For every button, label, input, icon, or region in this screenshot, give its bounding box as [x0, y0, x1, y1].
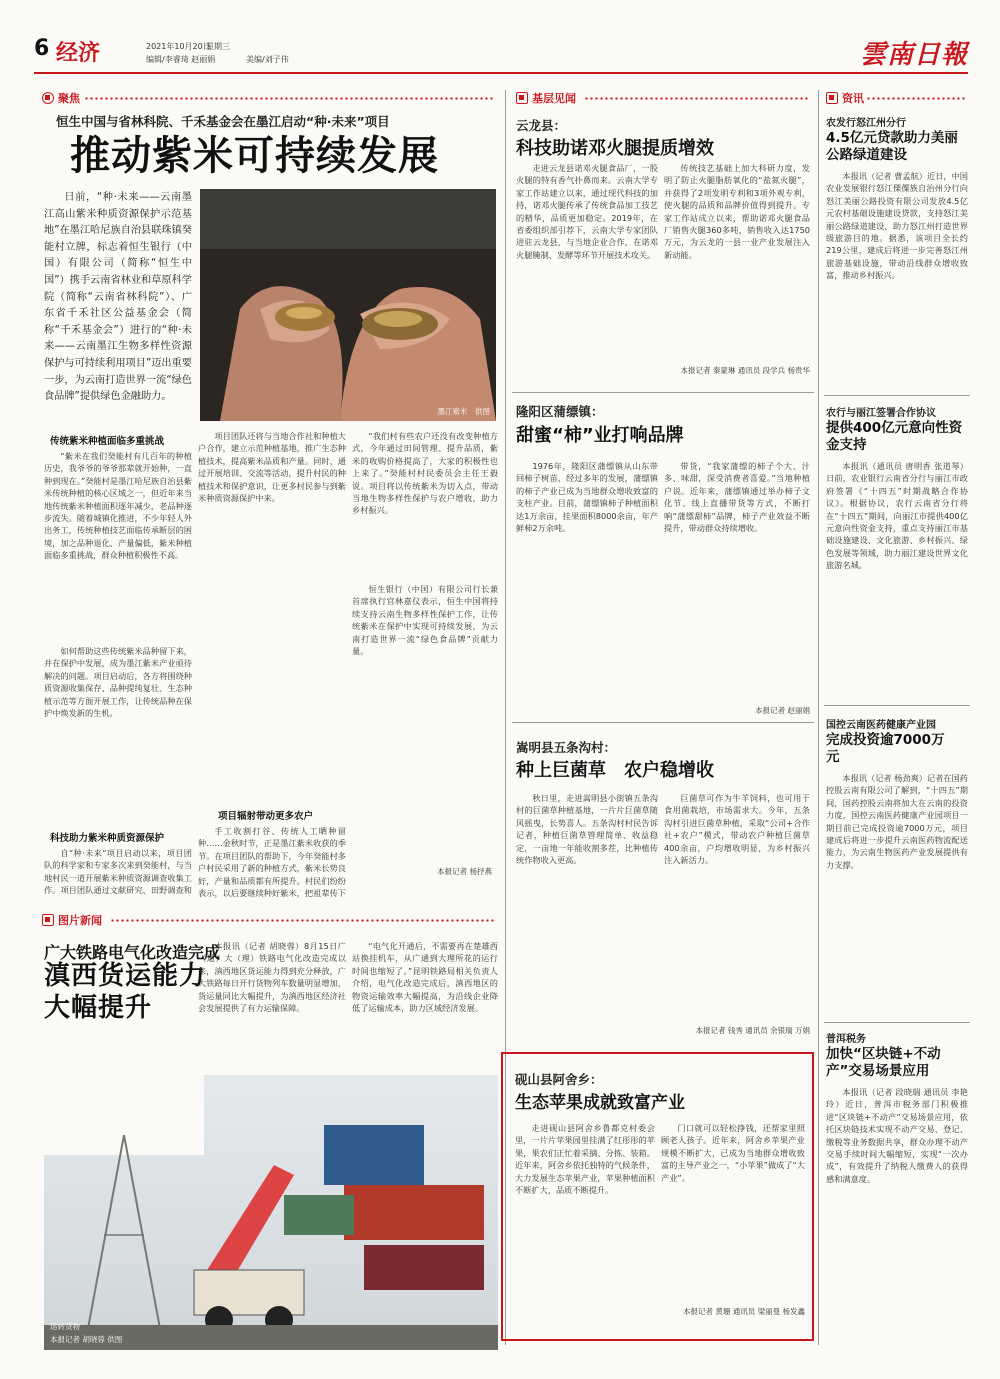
focus-headline: 推动紫米可持续发展	[70, 133, 439, 179]
story-2-byline: 本报记者 赵丽娟	[755, 706, 810, 715]
story-4-box	[501, 1052, 814, 1341]
page-number: 6	[34, 36, 50, 61]
focus-col-2: 自“种·未来”项目启动以来，项目团队的科学家和专家多次来到癸能村，与当地村民一道开展紫米种质资源调查收集工作。项目团队通过文献研究、田野调查和	[44, 848, 192, 896]
photo-news-headline-3: 大幅提升	[44, 993, 153, 1023]
section-name: 经济	[56, 41, 101, 66]
story-2-rule	[512, 722, 814, 723]
photo-news-icon	[42, 914, 54, 926]
focus-col-3: 项目团队还将与当地合作社和种植大户合作，建立示范种植基地，推广生态种植技术，提高紫米品质和产量。同时，通过开展培训、交流等活动，提升村民的种植技术和保护意识，让更多村民参与到紫米种质资源保护中来。	[198, 431, 346, 504]
brief-2-kicker: 农行与丽江签署合作协议	[826, 408, 936, 419]
brief-2-rule	[824, 705, 970, 706]
focus-eye-icon	[42, 92, 54, 104]
hands-with-rice-illustration	[200, 189, 496, 421]
photo-news-col-1: 本报讯（记者 胡晓蓉）8月15日广（通）大（理）铁路电气化改造完成以来，滇西地区货运能力得到充分释放，广大铁路每日开行货物列车数量明显增加，货运量同比大幅提升，为滇西地区经济社会发展提供了有力运输保障。	[198, 941, 346, 1014]
focus-subhead-1: 传统紫米种植面临多重挑战	[50, 436, 165, 447]
brief-4-body: 本报讯（记者 段晓瑞 通讯员 李艳玲）近日，普洱市税务部门积极推进“区块链+不动产”交易场景应用，依托区块链技术实现不动产交易、登记、缴税等业务数据共享，群众办理不动产交易手续时间大幅缩短，实现“一次办成”，有效提升了纳税人缴费人的获得感和满意度。	[826, 1087, 968, 1184]
story-4-col-1: 走进砚山县阿舍乡鲁都克村委会里，一片片苹果园里挂满了红彤彤的苹果，果农们正忙着采摘、分拣、装箱。近年来，阿舍乡依托独特的气候条件，大力发展生态苹果产业，苹果种植面积不断扩大，品质不断提升。	[515, 1123, 655, 1196]
focus-col-1b: 如何帮助这些传统紫米品种留下来，并在保护中发展，成为墨江紫米产业亟待解决的问题。项目启动后，各方将围绕种质资源收集保存、品种提纯复壮、生态种植示范等方面开展工作，让传统品种在保护中焕发新的生机。	[44, 646, 192, 719]
section-label-photo-news: 图片新闻	[42, 912, 102, 928]
story-3-byline: 本报记者 钱秀 通讯员 余银瑞 万娟	[695, 1026, 810, 1035]
photo-news-headline-1: 广大铁路电气化改造完成	[44, 943, 221, 962]
briefs-icon	[826, 92, 838, 104]
focus-col-6: 恒生银行（中国）有限公司行长兼首席执行官林嘉仪表示，恒生中国将持续支持云南生物多样性保护工作，让传统紫米在保护中实现可持续发展，为云南打造世界一流“绿色食品牌”贡献力量。	[352, 584, 498, 657]
story-2-col-2: 带货，“我家蒲缥的柿子个大、汁多、味甜，深受消费者喜爱。”当地种植户说。近年来，蒲缥镇通过举办柿子文化节、线上直播带货等方式，不断打响“蒲缥甜柿”品牌，柿子产业效益不断提升，带动群众持续增收。	[664, 461, 810, 534]
issue-weekday: 星期三	[206, 42, 230, 51]
story-1-col-1: 走进云龙县诺邓火腿食品厂，一股火腿的特有香气扑鼻而来。云南大学专家工作站建立以来，通过现代科技的加持，诺邓火腿传承了传统食品加工技艺的精华，品质更加稳定。2019年，在省委组织部引荐下，云南大学专家团队进驻云龙县，与当地企业合作，在诺邓火腿腌制、发酵等环节开展技术攻关。	[516, 163, 658, 260]
story-3-col-2: 巨菌草可作为牛羊饲料，也可用于食用菌栽培，市场需求大。今年，五条沟村引进巨菌草种植，采取“公司+合作社+农户”模式，带动农户种植巨菌草400余亩，户均增收明显，为乡村振兴注入新活力。	[664, 793, 810, 866]
story-4-headline: 生态苹果成就致富产业	[515, 1093, 685, 1113]
focus-byline: 本报记者 杨抒燕	[437, 867, 492, 876]
grassroots-dotted-rule	[584, 97, 810, 100]
story-1-byline: 本报记者 秦蒙琳 通讯员 段学兵 杨贵华	[680, 366, 810, 375]
focus-subhead-2: 科技助力紫米种质资源保护	[50, 833, 165, 844]
brief-3-headline: 完成投资逾7000万元	[826, 732, 945, 765]
section-label-grassroots: 基层见闻	[516, 90, 576, 106]
grassroots-icon	[516, 92, 528, 104]
focus-col-1: “紫米在我们癸能村有几百年的种植历史，我爷爷的爷爷那辈就开始种，一直种到现在。”癸能村是墨江哈尼族自治县紫米传统种植的核心区域之一，但近年来当地传统紫米种植面积逐年减少，老品种逐步流失。随着城镇化推进，不少年轻人外出务工，传统种植技艺面临传承断层的困境，加之品种退化、产量偏低，紫米种植面临多重挑战，群众种植积极性不高。	[44, 451, 192, 561]
photo-news-dotted-rule	[110, 919, 494, 922]
freight-yard-photo	[44, 1035, 498, 1350]
purple-rice-photo	[200, 189, 496, 421]
story-4-col-2: 门口就可以轻松挣钱，还帮家里照顾老人孩子。近年来，阿舍乡苹果产业规模不断扩大，已成为当地群众增收致富的主导产业之一，“小苹果”做成了“大产业”。	[661, 1123, 805, 1183]
photo-news-col-2: “电气化开通后，不需要再在楚雄西站换挂机车，从广通到大理所花的运行时间也缩短了。”昆明铁路局相关负责人介绍，电气化改造完成后，滇西地区的物资运输效率大幅提高，为沿线企业降低了运输成本，助力区域经济发展。	[352, 941, 498, 1014]
focus-subhead-3: 项目辐射带动更多农户	[218, 811, 314, 822]
brief-3-body: 本报讯（记者 杨劲爽）记者在国药控股云南有限公司了解到，“十四五”期间，国药控股云南将加大在云南的投资力度，国控云南医药健康产业园项目一期目前已完成投资逾7000万元，项目建成后将进一步提升云南医药物流配送能力，为云南生物医药产业发展提供有力支撑。	[826, 773, 968, 870]
focus-col-4: 手工收割打谷、传统人工晒种留种……金秋时节，正是墨江紫米收获的季节。在项目团队的帮助下，今年癸能村多户村民采用了新的种植方式，紫米长势良好，产量和品质都有所提升。村民们纷纷表示，以后要继续种好紫米，把祖辈传下	[198, 826, 346, 899]
freight-photo-caption: 本报记者 胡晓蓉 供图	[50, 1335, 123, 1344]
column-divider-2	[818, 90, 819, 1345]
story-1-rule	[512, 392, 814, 393]
masthead-rule	[34, 72, 968, 74]
story-4-byline: 本报记者 黄珊 通讯员 梁丽曼 杨发鑫	[682, 1307, 805, 1316]
photo-news-headline-2: 滇西货运能力	[44, 961, 207, 991]
brief-3-rule	[824, 1022, 970, 1023]
story-3-headline: 种上巨菌草 农户稳增收	[516, 760, 714, 781]
brief-1-body: 本报讯（记者 曹孟航）近日，中国农业发展银行怒江傈僳族自治州分行向怒江美丽公路投资有限公司发放4.5亿元农村基础设施建设贷款，支持怒江美丽公路绿道建设，助力怒江州打造世界级旅游目的地。据悉，该项目全长约219公里，建成后将进一步完善怒江州旅游基础设施，带动沿线群众增收致富，推动乡村振兴。	[826, 171, 968, 281]
editors: 编辑/李睿琦 赵丽娟	[146, 55, 216, 64]
brief-1-rule	[824, 395, 970, 396]
brief-1-kicker: 农发行怒江州分行	[826, 118, 906, 129]
brief-1-headline: 4.5亿元贷款助力美丽公路绿道建设	[826, 130, 958, 163]
masthead	[34, 34, 968, 70]
section-label-briefs: 资讯	[826, 90, 864, 106]
section-label-focus: 聚焦	[42, 90, 80, 106]
story-2-headline: 甜蜜“柿”业打响品牌	[516, 425, 684, 446]
story-2-kicker: 隆阳区蒲缥镇：	[516, 404, 604, 419]
story-1-col-2: 传统技艺基础上加大科研力度，发明了防止火腿脂肪氧化的“盐氮火腿”，并获得了2项发明专利和3项外观专利，使火腿的品质和品牌价值得到提升。专家工作站成立以来，帮助诺邓火腿食品厂销售火腿360多吨，销售收入达1750万元，为云龙的一县一业产业发展注入新动能。	[664, 163, 810, 260]
focus-lead: 日前，“种·未来——云南墨江高山紫米种质资源保护示范基地”在墨江哈尼族自治县联珠镇癸能村立牌，标志着恒生银行（中国）有限公司（简称“恒生中国”）携手云南省林业和草原科学院（简称“云南省林科院”）、广东省千禾社区公益基金会（简称“千禾基金会”）进行的“种·未来——云南墨江生物多样性资源保护与可持续利用项目”迈出重要一步，为云南打造世界一流“绿色食品牌”提供绿色金融助力。	[44, 192, 192, 403]
freight-photo-tag: 运转货物	[50, 1322, 80, 1331]
issue-date: 2021年10月20日	[146, 42, 211, 51]
briefs-dotted-rule	[866, 97, 966, 100]
story-3-kicker: 嵩明县五条沟村：	[516, 740, 617, 755]
story-1-headline: 科技助诺邓火腿提质增效	[516, 138, 714, 159]
focus-dotted-rule	[84, 97, 494, 100]
brief-4-headline: 加快“区块链+不动产”交易场景应用	[826, 1046, 941, 1079]
designer: 美编/刘子伟	[246, 55, 289, 64]
story-1-kicker: 云龙县：	[516, 118, 567, 133]
brief-2-headline: 提供400亿元意向性资金支持	[826, 420, 963, 453]
focus-photo-caption: 墨江紫米 供图	[437, 407, 490, 416]
focus-col-5: “我们村有些农户还没有改变种植方式，今年通过田间管理、提升品质，紫米的收购价格提高了，大家的积极性也上来了。”癸能村村民委员会主任王毅说。项目将以传统紫米为切入点，带动当地生物多样性保护与农户增收，助力乡村振兴。	[352, 431, 498, 516]
freight-crane-illustration	[44, 1035, 498, 1350]
focus-kicker: 恒生中国与省林科院、千禾基金会在墨江启动“种·未来”项目	[56, 114, 390, 129]
brief-3-kicker: 国控云南医药健康产业园	[826, 720, 936, 731]
paper-logo: 雲南日報	[859, 40, 968, 70]
brief-4-kicker: 普洱税务	[826, 1034, 866, 1045]
story-4-kicker: 砚山县阿舍乡：	[515, 1072, 603, 1087]
brief-2-body: 本报讯（通讯员 唐明香 张道琴）日前，农业银行云南省分行与丽江市政府签署《“十四五”时期战略合作协议》。根据协议，农行云南省分行将在“十四五”期间，向丽江市提供400亿元意向性资金支持，重点支持丽江市基础设施建设、文化旅游、乡村振兴、绿色发展等领域，助力丽江建设世界文化旅游名城。	[826, 461, 968, 571]
story-3-col-1: 秋日里，走进嵩明县小街镇五条沟村的巨菌草种植基地，一片片巨菌草随风摇曳，长势喜人。五条沟村村民告诉记者，种植巨菌草管理简单、收益稳定，一亩地一年能收割多茬，比种植传统作物收入更高。	[516, 793, 658, 866]
story-2-col-1: 1976年，隆阳区蒲缥镇从山东带回柿子树苗，经过多年的发展，蒲缥镇的柿子产业已成为当地群众增收致富的支柱产业。目前，蒲缥镇柿子种植面积达1万余亩，挂果面积8000余亩，年产鲜柿2万余吨。	[516, 461, 658, 534]
